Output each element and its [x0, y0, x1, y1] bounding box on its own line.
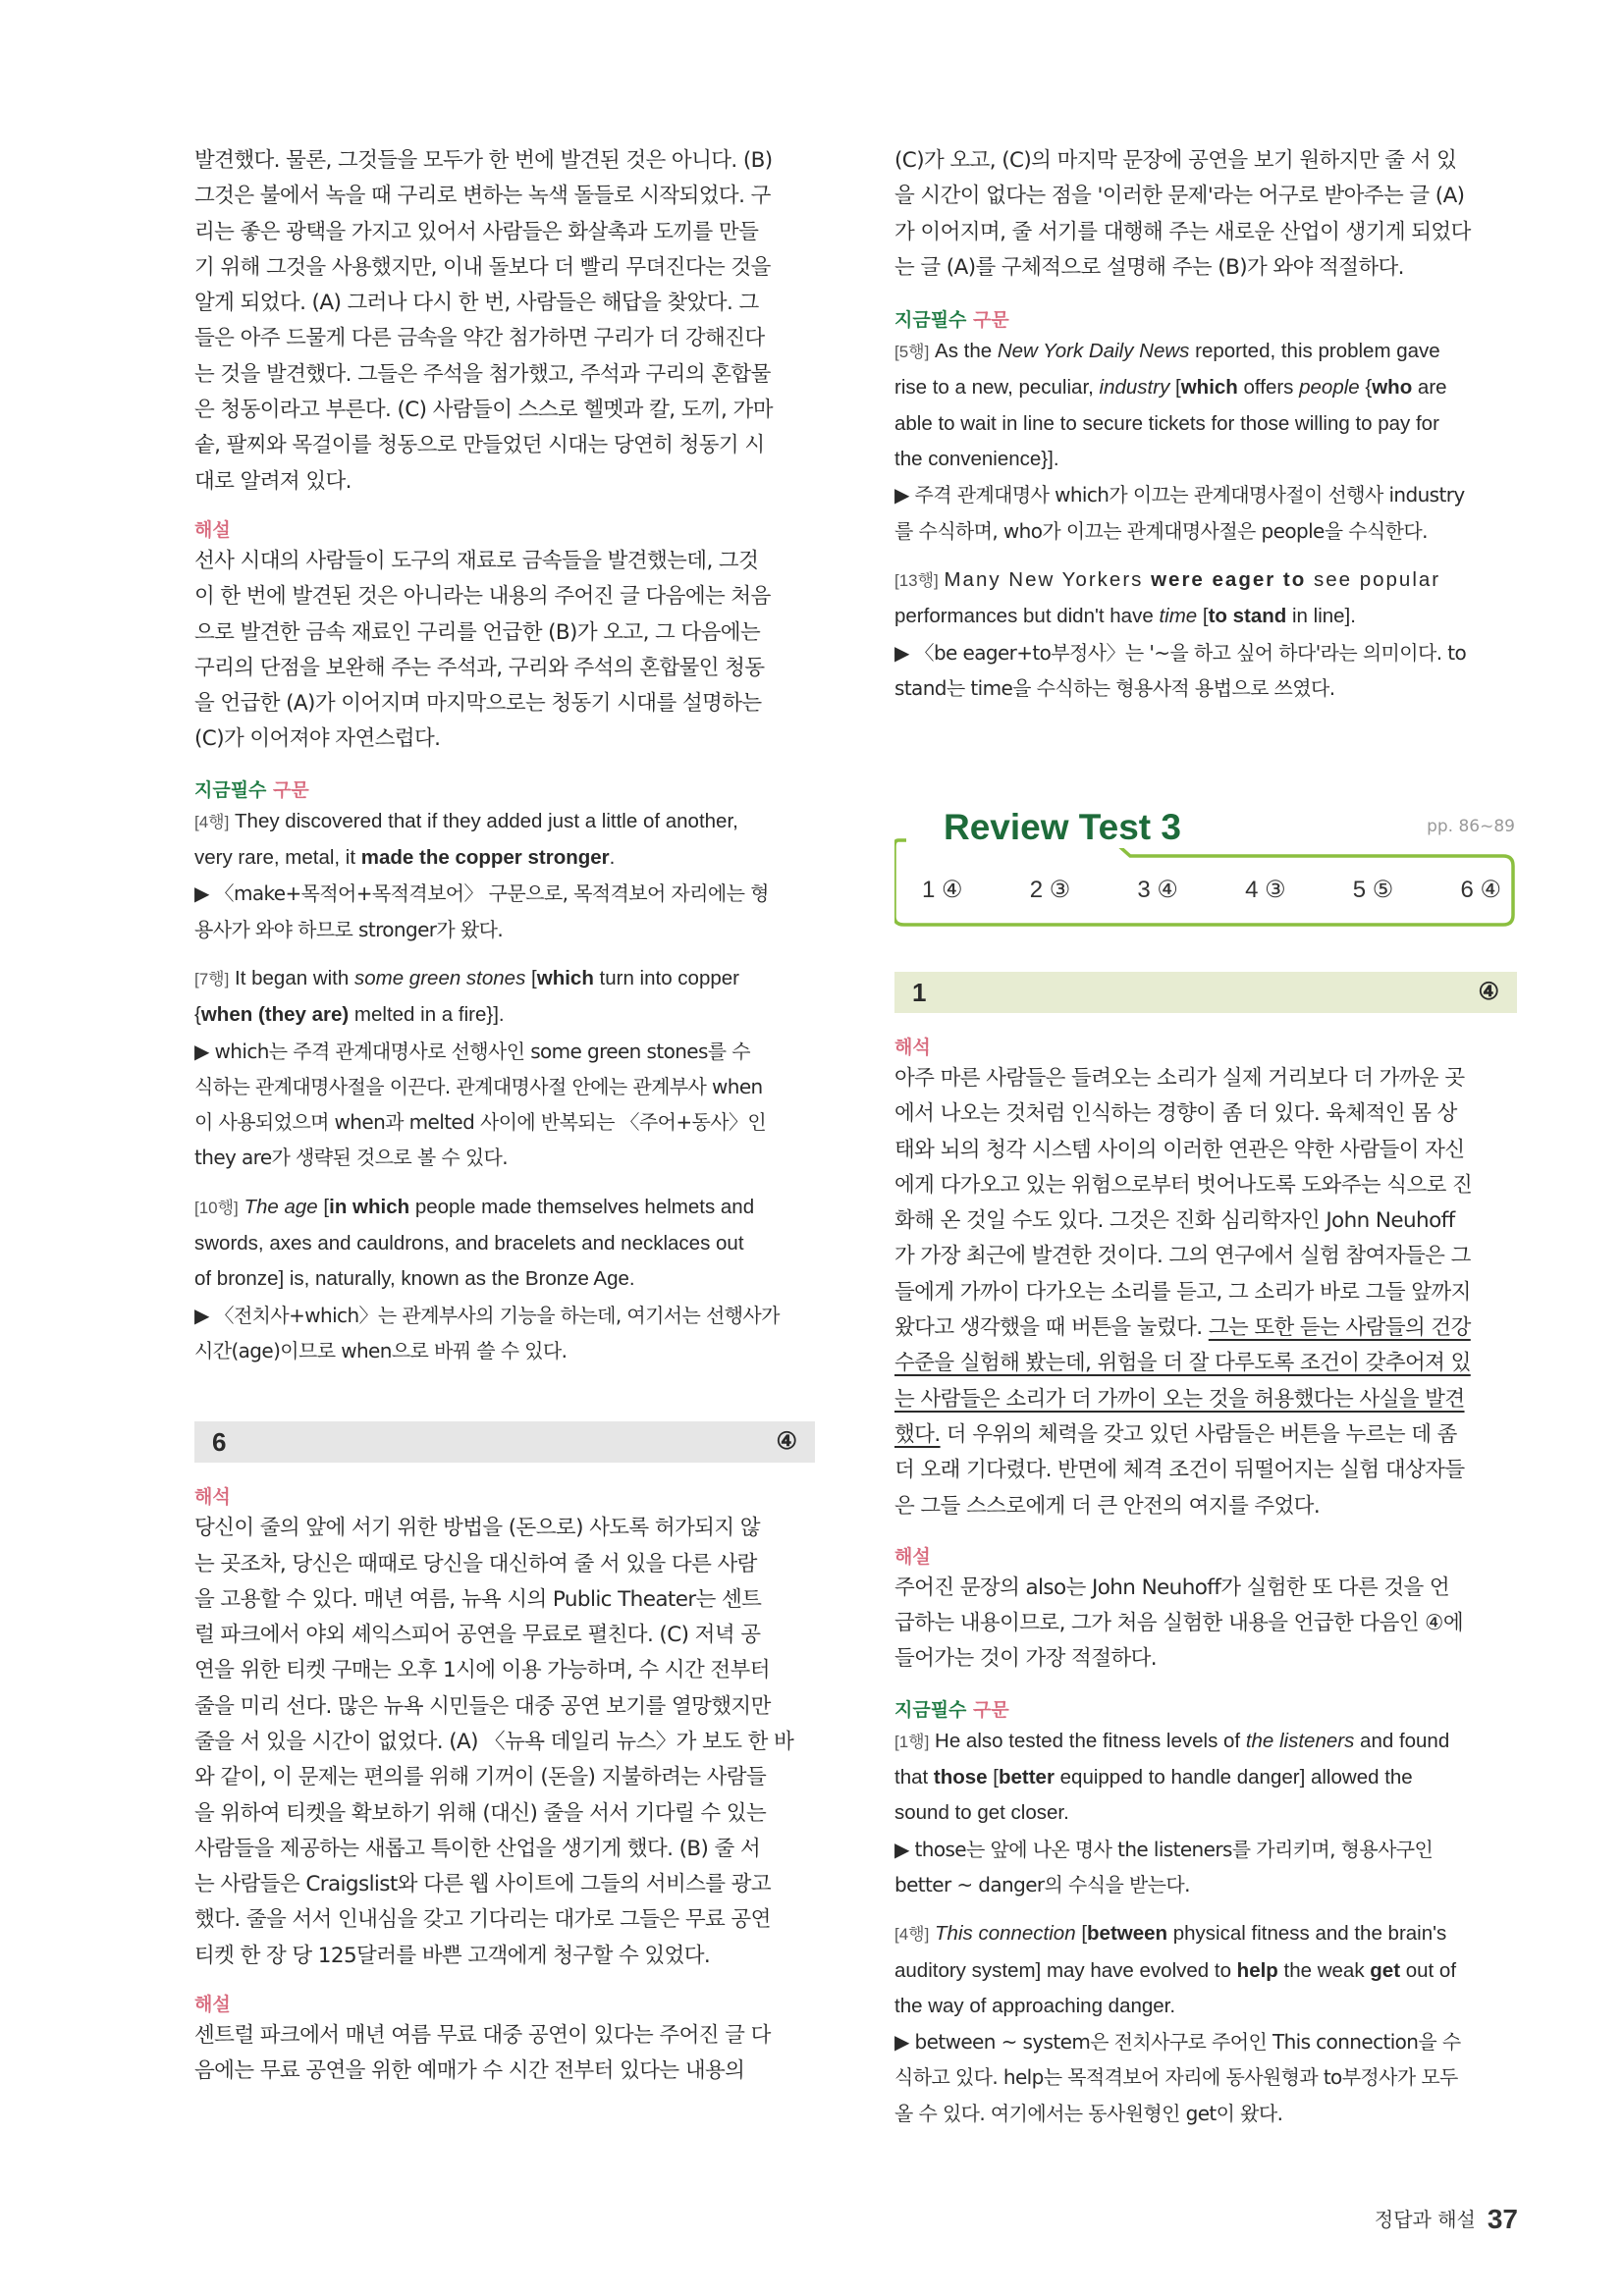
note-line: ▶ 〈전치사+which〉는 관계부사의 기능을 하는데, 여기서는 선행사가 [194, 1303, 780, 1327]
text-line [894, 1382, 1517, 1417]
note-line: ▶ between ~ system은 전치사구로 주어인 This connection을 수 [894, 2030, 1461, 2055]
text-line: 가 이어지며, 줄 서기를 대행해 주는 새로운 산업이 생기게 되었다 [894, 219, 1471, 244]
sentence: turn into copper [593, 966, 739, 989]
review-answer: 5 ⑤ [1352, 877, 1394, 903]
key-phrase: which [536, 966, 594, 989]
grammar-label-b: 구문 [973, 1698, 1009, 1721]
text-line: 에서 나오는 것처럼 인식하는 경향이 좀 더 있다. 육체적인 몸 상 [894, 1101, 1457, 1127]
italic-phrase: This connection [935, 1922, 1076, 1946]
text-line: 급하는 내용이므로, 그가 처음 실험한 내용을 언급한 다음인 ④에 [894, 1611, 1464, 1636]
sentence: that [894, 1766, 934, 1789]
text-line: 에게 다가오고 있는 위험으로부터 벗어나도록 도와주는 식으로 진 [894, 1172, 1473, 1198]
text-line: 사람들을 제공하는 새롭고 특이한 산업을 생기게 했다. (B) 줄 서 [194, 1836, 761, 1861]
text-line [894, 1417, 1517, 1453]
review-answer: 6 ④ [1460, 877, 1501, 903]
sentence: Many New Yorkers [944, 567, 1152, 591]
text-line: 화해 온 것일 수도 있다. 그것은 진화 심리학자인 John Neuhoff [894, 1208, 1455, 1234]
text-line: 선사 시대의 사람들이 도구의 재료로 금속들을 발견했는데, 그것 [194, 548, 759, 573]
sentence: very rare, metal, it [194, 846, 361, 870]
explanation-label: 해설 [894, 1545, 931, 1568]
sentence: offers [1237, 376, 1300, 400]
sentence: It began with [235, 966, 354, 989]
sentence: the convenience}]. [894, 448, 1059, 471]
sentence: [ [987, 1766, 999, 1789]
text-line: 당신이 줄의 앞에 서기 위한 방법을 (돈으로) 사도록 허가되지 않 [194, 1516, 760, 1541]
text-line: (C)가 오고, (C)의 마지막 문장에 공연을 보기 원하지만 줄 서 있 [894, 148, 1457, 173]
antecedent: people [1299, 376, 1360, 400]
review-answer: 3 ④ [1137, 877, 1178, 903]
text-line: 연을 위한 티켓 구매는 오후 1시에 이용 가능하며, 수 시간 전부터 [194, 1658, 770, 1683]
question-header-1 [894, 972, 1517, 1013]
key-phrase: between [1087, 1922, 1168, 1946]
right-column [894, 143, 1517, 720]
footer-label: 정답과 해설 [1374, 2208, 1476, 2231]
sentence: people made themselves helmets and [409, 1195, 755, 1218]
grammar-note-1 [194, 804, 815, 947]
note-line: they are가 생략된 것으로 볼 수 있다. [194, 1146, 509, 1170]
text-line: 들어가는 것이 가장 적절하다. [894, 1646, 1157, 1672]
text-line: 알게 되었다. (A) 그러나 다시 한 번, 사람들은 해답을 찾았다. 그 [194, 291, 759, 316]
sentence: melted in a fire}]. [349, 1003, 505, 1027]
line-ref: [5행] [894, 343, 930, 362]
sentence: { [194, 1003, 201, 1027]
text-line [894, 1310, 1517, 1346]
underlined-span: 는 사람들은 소리가 더 가까이 오는 것을 허용했다는 사실을 발견 [894, 1386, 1465, 1412]
text-line: 티켓 한 장 당 125달러를 바쁜 고객에게 청구할 수 있었다. [194, 1943, 711, 1968]
sentence: [ [317, 1195, 330, 1218]
sentence: rise to a new, peculiar, [894, 376, 1100, 400]
key-phrase: get [1370, 1958, 1401, 1982]
text-line: 센트럴 파크에서 매년 여름 무료 대중 공연이 있다는 주어진 글 다 [194, 2023, 771, 2049]
text-line: 가 가장 최근에 발견한 것이다. 그의 연구에서 실험 참여자들은 그 [894, 1244, 1471, 1269]
key-phrase: who [1372, 376, 1413, 400]
grammar-label-a: 지금필수 [894, 1698, 967, 1721]
sentence: the weak [1277, 1958, 1371, 1982]
key-phrase: help [1236, 1958, 1278, 1982]
note-line: ▶ 주격 관계대명사 which가 이끄는 관계대명사절이 선행사 industry [894, 483, 1465, 507]
text-line: 은 청동이라고 부른다. (C) 사람들이 스스로 헬멧과 칼, 도끼, 가마 [194, 398, 773, 423]
review-answer: 1 ④ [922, 877, 963, 903]
page-footer [1375, 2204, 1518, 2235]
sentence: As the [935, 340, 998, 363]
text-line: 줄을 미리 선다. 많은 뉴욕 시민들은 대중 공연 보기를 열망했지만 [194, 1693, 771, 1719]
right-column-lower [894, 972, 1517, 2145]
sentence: [ [1169, 376, 1181, 400]
sentence: of bronze] is, naturally, known as the Bronze Age. [194, 1267, 635, 1291]
question-answer: ④ [1478, 979, 1499, 1005]
text-line: 을 고용할 수 있다. 매년 여름, 뉴욕 시의 Public Theater는 센트 [194, 1586, 762, 1612]
sentence: able to wait in line to secure tickets for those willing to pay for [894, 411, 1439, 435]
sentence: are [1412, 376, 1447, 400]
key-phrase: were eager to [1151, 567, 1307, 591]
sentence: the way of approaching danger. [894, 1994, 1176, 2017]
line-ref: [1행] [894, 1732, 930, 1751]
note-line: 이 사용되었으며 when과 melted 사이에 반복되는 〈주어+동사〉인 [194, 1110, 767, 1135]
sentence: in line]. [1286, 605, 1356, 628]
explanation-text [194, 544, 815, 758]
grammar-label [894, 1695, 1517, 1722]
question-answer: ④ [776, 1428, 797, 1456]
review-answers [922, 876, 1501, 904]
key-phrase: when (they are) [200, 1003, 350, 1027]
text-line: 주어진 문장의 also는 John Neuhoff가 실험한 또 다른 것을 언 [894, 1575, 1450, 1600]
sentence: and found [1354, 1729, 1450, 1752]
sentence: They discovered that if they added just a little of another, [235, 809, 738, 832]
text-line: 구리의 단점을 보완해 주는 주석과, 구리와 주석의 혼합물인 청동 [194, 655, 765, 680]
explanation-text [894, 1571, 1517, 1678]
text-line: 대로 알려져 있다. [194, 468, 352, 494]
text-line: 태와 뇌의 청각 시스템 사이의 이러한 연관은 약한 사람들이 자신 [894, 1137, 1465, 1162]
text-line: 기 위해 그것을 사용했지만, 이내 돌보다 더 빨리 무뎌진다는 것을 [194, 254, 771, 280]
note-line: ▶ 〈be eager+to부정사〉는 '~을 하고 싶어 하다'라는 의미이다. to [894, 640, 1467, 665]
text-line: 솥, 팔찌와 목걸이를 청동으로 만들었던 시대는 당연히 청동기 시 [194, 433, 765, 458]
question-number: 1 [912, 978, 927, 1007]
note-line: stand는 time을 수식하는 형용사적 용법으로 쓰였다. [894, 675, 1335, 700]
text-line: 와 같이, 이 문제는 편의를 위해 기꺼이 (돈을) 지불하려는 사람들 [194, 1765, 767, 1790]
note-line: 식하고 있다. help는 목적격보어 자리에 동사원형과 to부정사가 모두 [894, 2065, 1458, 2090]
text-line: 들은 아주 드물게 다른 금속을 약간 첨가하면 구리가 더 강해진다 [194, 326, 765, 351]
text-line: 을 시간이 없다는 점을 '이러한 문제'라는 어구로 받아주는 글 (A) [894, 184, 1465, 209]
grammar-label-a: 지금필수 [894, 309, 967, 332]
text-line: 들에게 가까이 다가오는 소리를 듣고, 그 소리가 바로 그들 앞까지 [894, 1279, 1471, 1305]
underlined-span: 수준을 실험해 봤는데, 위험을 더 잘 다루도록 조건이 갖추어져 있 [894, 1351, 1471, 1376]
text-line: 이 한 번에 발견된 것은 아니라는 내용의 주어진 글 다음에는 처음 [194, 584, 771, 610]
text-line: 는 곳조차, 당신은 때때로 당신을 대신하여 줄 서 있을 다른 사람 [194, 1551, 757, 1576]
text-line: 더 오래 기다렸다. 반면에 체격 조건이 뒤떨어지는 실험 대상자들 [894, 1458, 1465, 1483]
key-phrase: in which [329, 1195, 410, 1218]
key-phrase: made the copper stronger [360, 846, 610, 870]
note-line: 시간(age)이므로 when으로 바꿔 쓸 수 있다. [194, 1338, 568, 1362]
key-phrase: which [1180, 376, 1238, 400]
review-answer: 4 ③ [1245, 877, 1286, 903]
question-header-6 [194, 1421, 815, 1463]
note-line: ▶ those는 앞에 나온 명사 the listeners를 가리키며, 형용사구인 [894, 1837, 1434, 1861]
text-line: 는 것을 발견했다. 그들은 주석을 첨가했고, 주석과 구리의 혼합물 [194, 361, 771, 387]
review-test-title: Review Test 3 [936, 807, 1189, 848]
note-line: 용사가 와야 하므로 stronger가 왔다. [194, 917, 504, 941]
underlined-span: 그는 또한 듣는 사람들의 건강 [1208, 1315, 1471, 1341]
key-phrase: those [933, 1766, 988, 1789]
sentence: performances but didn't have [894, 605, 1160, 628]
italic-phrase: the listeners [1245, 1729, 1355, 1752]
grammar-label-a: 지금필수 [194, 778, 267, 801]
line-ref: [4행] [194, 812, 230, 831]
antecedent: industry [1099, 376, 1170, 400]
sentence: sound to get closer. [894, 1801, 1069, 1825]
review-test-pages: pp. 86~89 [1427, 817, 1515, 836]
left-column [194, 143, 815, 2090]
key-phrase: to stand [1208, 605, 1287, 628]
sentence: reported, this problem gave [1189, 340, 1440, 363]
note-line: ▶ 〈make+목적어+목적격보어〉 구문으로, 목적격보어 자리에는 형 [194, 881, 769, 906]
text-line: 리는 좋은 광택을 가지고 있어서 사람들은 화살촉과 도끼를 만들 [194, 219, 759, 244]
sentence: swords, axes and cauldrons, and bracelets and necklaces out [194, 1232, 744, 1255]
translation-continued [194, 143, 815, 500]
grammar-note-6 [894, 1724, 1517, 1902]
text-line [894, 1346, 1517, 1381]
underlined-span: 했다. [894, 1421, 941, 1447]
page-number: 37 [1487, 2204, 1518, 2234]
text-line: 을 위하여 티켓을 확보하기 위해 (대신) 줄을 서서 기다릴 수 있는 [194, 1800, 767, 1826]
text-line: 는 글 (A)를 구체적으로 설명해 주는 (B)가 와야 적절하다. [894, 254, 1404, 280]
grammar-note-7 [894, 1916, 1517, 2131]
text-line: 는 사람들은 Craigslist와 다른 웹 사이트에 그들의 서비스를 광고 [194, 1872, 772, 1897]
sentence: auditory system] may have evolved to [894, 1958, 1237, 1982]
text-line: 아주 마른 사람들은 들려오는 소리가 실제 거리보다 더 가까운 곳 [894, 1066, 1465, 1091]
sentence: see popular [1306, 567, 1441, 591]
sentence: equipped to handle danger] allowed the [1054, 1766, 1413, 1789]
grammar-label [894, 305, 1517, 332]
text-span: 더 우위의 체력을 갖고 있던 사람들은 버튼을 누르는 데 좀 [940, 1421, 1457, 1447]
sentence: physical fitness and the brain's [1167, 1922, 1447, 1946]
key-phrase: better [998, 1766, 1055, 1789]
text-line: 음에는 무료 공연을 위한 예매가 수 시간 전부터 있다는 내용의 [194, 2058, 745, 2084]
explanation-label: 해설 [194, 1994, 231, 2016]
text-line: 은 그들 스스로에게 더 큰 안전의 여지를 주었다. [894, 1493, 1321, 1519]
line-ref: [13행] [894, 570, 939, 590]
translation-label: 해석 [194, 1486, 231, 1509]
sentence: . [609, 846, 616, 870]
antecedent: some green stones [353, 966, 526, 989]
review-test-box [894, 807, 1517, 927]
text-line: 을 언급한 (A)가 이어지며 마지막으로는 청동기 시대를 설명하는 [194, 691, 762, 717]
line-ref: [7행] [194, 969, 230, 988]
sentence: He also tested the fitness levels of [935, 1729, 1246, 1752]
italic-phrase: New York Daily News [997, 340, 1190, 363]
sentence: [ [1075, 1922, 1088, 1946]
translation-label: 해석 [894, 1037, 931, 1058]
translation-text [194, 1511, 815, 1974]
text-line: 줄을 서 있을 시간이 없었다. (A) 〈뉴욕 데일리 뉴스〉가 보도 한 바 [194, 1729, 794, 1754]
text-span: 왔다고 생각했을 때 버튼을 눌렀다. [894, 1315, 1209, 1341]
sentence: { [1359, 376, 1373, 400]
text-line: (C)가 이어져야 자연스럽다. [194, 726, 441, 752]
grammar-label [194, 775, 815, 802]
question-number: 6 [212, 1427, 227, 1458]
review-answer: 2 ③ [1029, 877, 1071, 903]
sentence: out of [1400, 1958, 1457, 1982]
explanation-continued [894, 143, 1517, 286]
text-line: 발견했다. 물론, 그것들을 모두가 한 번에 발견된 것은 아니다. (B) [194, 148, 773, 173]
text-line: 으로 발견한 금속 재료인 구리를 언급한 (B)가 오고, 그 다음에는 [194, 619, 761, 645]
note-line: better ~ danger의 수식을 받는다. [894, 1872, 1190, 1896]
antecedent: time [1159, 605, 1198, 628]
line-ref: [10행] [194, 1198, 239, 1217]
note-line: ▶ which는 주격 관계대명사로 선행사인 some green stones를 수 [194, 1039, 751, 1063]
sentence: [ [1197, 605, 1209, 628]
translation-text [894, 1061, 1517, 1524]
note-line: 식하는 관계대명사절을 이끈다. 관계대명사절 안에는 관계부사 when [194, 1074, 763, 1098]
grammar-note-5 [894, 562, 1517, 706]
text-line: 럴 파크에서 야외 셰익스피어 공연을 무료로 펼친다. (C) 저녁 공 [194, 1623, 761, 1648]
note-line: 를 수식하며, who가 이끄는 관계대명사절은 people을 수식한다. [894, 518, 1428, 543]
grammar-label-b: 구문 [973, 309, 1009, 332]
note-line: 올 수 있다. 여기에서는 동사원형인 get이 왔다. [894, 2101, 1283, 2125]
sentence: [ [525, 966, 537, 989]
antecedent: The age [244, 1195, 318, 1218]
explanation-text [194, 2018, 815, 2090]
text-line: 했다. 줄을 서서 인내심을 갖고 기다리는 대가로 그들은 무료 공연 [194, 1907, 771, 1933]
line-ref: [4행] [894, 1925, 930, 1945]
grammar-note-3 [194, 1190, 815, 1368]
explanation-label: 해설 [194, 518, 231, 541]
grammar-note-2 [194, 961, 815, 1176]
grammar-label-b: 구문 [273, 778, 309, 801]
grammar-note-4 [894, 334, 1517, 549]
text-line: 그것은 불에서 녹을 때 구리로 변하는 녹색 돌들로 시작되었다. 구 [194, 184, 771, 209]
